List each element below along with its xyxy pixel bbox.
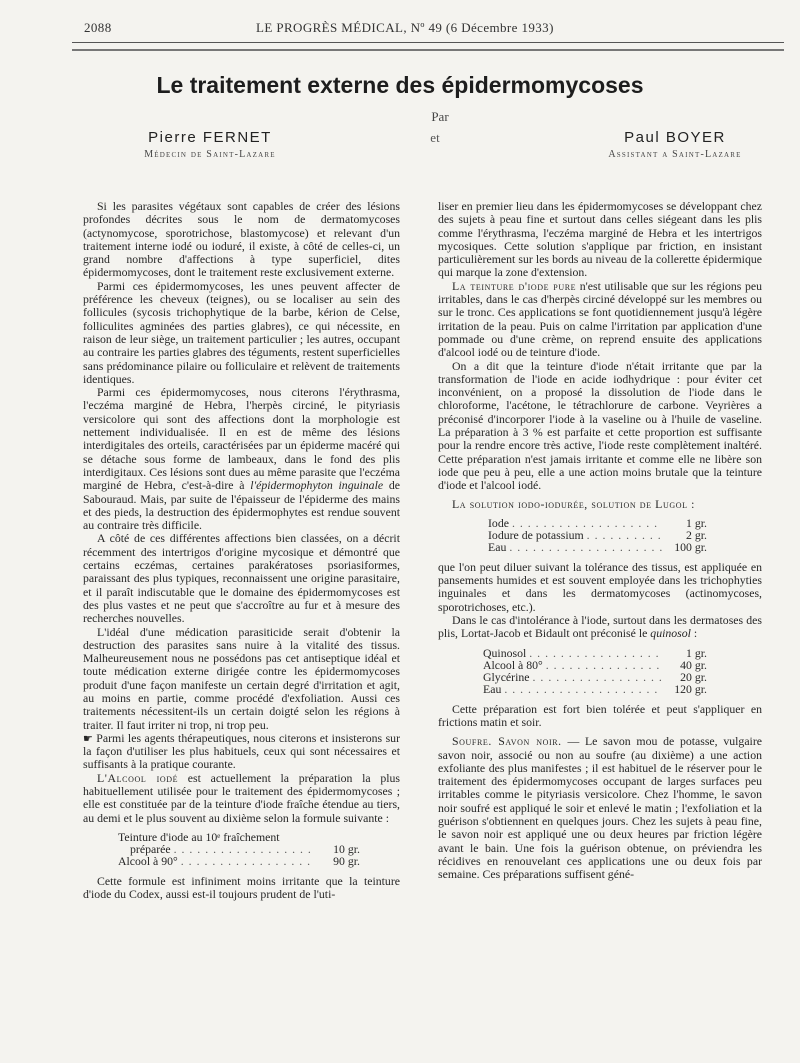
running-title: LE PROGRÈS MÉDICAL, Nº 49 (6 Décembre 1933) — [256, 20, 554, 35]
header-rule — [72, 42, 784, 43]
formula-ingredient: Quinosol — [483, 645, 527, 660]
paragraph: L'idéal d'une médication parasiticide serait d'obtenir la destruction des parasites sans nuire à la vitalité des tissus. Malheureusement nous ne possédons pas cet antiseptique idéal et toute médication externe dirigée contre les épidermomycoses produit d'une façon manifeste un certain degré d'irritation et agit, au moins en partie, comme procédé d'exfoliation. Aussi ces traitements nécessitent-ils un certain doigté selon les régions à traiter. Il faut irriter ni trop, ni trop peu. — [83, 624, 400, 732]
author-role: Médecin de Saint-Lazare — [144, 149, 276, 160]
right-column — [438, 200, 762, 881]
formula-alcool-iode — [83, 831, 400, 867]
paragraph — [83, 386, 400, 532]
section-term: Soufre. Savon noir. — [452, 734, 562, 749]
formula-lugol — [438, 517, 762, 553]
left-column — [83, 200, 400, 902]
leader-dots — [533, 671, 662, 683]
paragraph — [438, 280, 762, 360]
paragraph — [438, 735, 762, 881]
paragraph: Parmi ces épidermomycoses, les unes peuvent affecter de préférence les cheveux (teignes), ou se localiser au sein des follicules (sycosis trichophytique de la barbe, kérion de Celse, folliculites agminées des parties glabres), ce qui nécessite, en raison de leur siège, un traitement particulier ; les autres, occupant au contraire les parties glabres des téguments, restent superficielles sans prédominance pilaire ou folliculaire et relèvent de traitements identiques. — [83, 278, 400, 386]
formula-quantity: 20 gr. — [680, 669, 707, 684]
text: Parmi les agents thérapeutiques, nous citerons et insisterons sur la façon d'utiliser les plus habituels, ceux qui sont nécessaires et suffisants à la pratique courante. — [83, 730, 400, 772]
text: est actuellement la préparation la plus habituellement utilisée pour le traitement des épidermomycoses ; elle est constituée par de la teinture d'iode fraîche étendue au tiers, au demi et le plus souvent au dixième selon la formule suivante : — [83, 770, 400, 825]
paragraph: A côté de ces différentes affections bien classées, on a décrit récemment des intertrigos d'origine mycosique et démontré que certains eczémas, certaines parakératoses psoriasiformes, paraissant des plus typiques, reconnaissent une origine parasitaire, et il paraît indiscutable que le domaine des épidermomycoses est des plus vastes et ne peut que s'accroître au fur et à mesure des recherches nouvelles. — [83, 531, 400, 626]
formula-row — [488, 541, 707, 553]
formula-quantity: 120 gr. — [674, 681, 707, 696]
paragraph: Cette préparation est fort bien tolérée et peut s'appliquer en frictions matin et soir. — [438, 701, 762, 729]
formula-ingredient: Teinture d'iode au 10ᵉ fraîchement — [118, 829, 280, 844]
author-name: Pierre FERNET — [148, 129, 272, 146]
formula-ingredient: Alcool à 90° — [118, 853, 178, 868]
text: — Le savon mou de potasse, vulgaire savon noir, associé ou non au soufre (au dixième) a une action exfoliante des plus manifestes ; il est habituel de le réserver pour le traitement des épidermomycoses occupant de larges surfaces peu irritables comme le pityriasis versicolore. Chez l'homme, le savon noir soufré est appliqué le soir et enlevé le matin ; l'exfoliation et la guérison s'obtiennent en quelques jours. Chez les sujets à peau fine, le savon noir est appliqué une ou deux heures par friction légère avant le bain. Une fois la guérison obtenue, on préviendra les récidives en renouvelant ces applications une ou deux fois par semaine. Ces préparations suffisent géné- — [438, 734, 762, 882]
formula-row — [483, 683, 707, 695]
section-term: L'Alcool iodé — [97, 770, 179, 785]
paragraph: liser en premier lieu dans les épidermomycoses se développant chez des sujets à peau fine et surtout dans celles siégeant dans les plis comme l'érythrasma, l'eczéma marginé de Hebra et les intertrigos mycosiques. Cette solution s'applique par friction, en insistant particulièrement sur les bords au niveau de la collerette épidermique qui marque la zone d'extension. — [438, 199, 762, 280]
paragraph: que l'on peut diluer suivant la tolérance des tissus, est appliquée en pansements humides et est souvent employée dans les trichophyties inguinales et dans les dermatomycoses (actinomycoses, sporotrichoses, etc.). — [438, 559, 762, 614]
section-term: La teinture d'iode pure — [452, 278, 577, 293]
author-role: Assistant a Saint-Lazare — [608, 149, 742, 160]
section-term: La solution iodo-iodurée, solution de Lugol : — [452, 496, 696, 511]
formula-quantity: 2 gr. — [686, 527, 707, 542]
page-number: 2088 — [84, 20, 112, 35]
text: : — [690, 626, 698, 641]
formula-row — [483, 659, 707, 671]
formula-quantity: 100 gr. — [674, 539, 707, 554]
formula-ingredient: Eau — [488, 539, 507, 554]
paragraph — [438, 614, 762, 641]
paragraph — [83, 732, 400, 772]
byline-et: et — [430, 130, 440, 145]
formula-ingredient: Alcool à 80° — [483, 657, 543, 672]
formula-quantity: 90 gr. — [333, 853, 360, 868]
formula-row — [118, 855, 360, 867]
leader-dots — [181, 855, 315, 867]
formula-quantity: 1 gr. — [686, 515, 707, 530]
leader-dots — [546, 659, 662, 671]
leader-dots — [509, 541, 662, 553]
running-header — [84, 20, 784, 40]
formula-row — [483, 671, 707, 683]
leader-dots — [587, 529, 662, 541]
leader-dots — [529, 647, 662, 659]
author-fernet — [110, 129, 310, 160]
leader-dots — [174, 843, 315, 855]
author-name: Paul BOYER — [624, 129, 726, 146]
formula-quantity: 10 gr. — [333, 841, 360, 856]
formula-ingredient: Eau — [483, 681, 502, 696]
pointing-hand-icon: ☛ — [83, 731, 93, 745]
author-boyer — [575, 129, 775, 160]
formula-row — [483, 647, 707, 659]
paragraph — [83, 772, 400, 825]
text: Parmi ces épidermomycoses, nous citerons l'érythrasma, l'eczéma marginé de Hebra, l'herpès circiné, le pityriasis versicolore qui sont des affections dont la morphologie est nettement individualisée. Il en est de même des lésions interdigitales des orteils, caractérisées par un épiderme macéré qui se détache sous forme de lambeaux, dans le fond des plis interdigitaux. Ces lésions sont dues au même parasite que l'eczéma marginé de Hebra, c'est-à-dire à — [83, 385, 400, 493]
formula-quantity: 40 gr. — [680, 657, 707, 672]
paragraph: On a dit que la teinture d'iode n'était irritante que par la transformation de l'iode en acide iodhydrique : pour éviter cet inconvénient, on a proposé la dissolution de l'iode dans le chloroforme, l'acétone, le tétrachlorure de carbone. Veyrières a préconisé d'incorporer l'iode à la vaseline ou à l'huile de vaseline. La préparation à 3 % est parfaite et cette proportion est suffisante pour la rendre encore très active, l'iode reste complètement inaltéré. Cette préparation n'est jamais irritante et comme elle ne libère son iode que peu à peu, elle a une action moins brutale que la teinture d'iode et l'alcool iodé. — [438, 358, 762, 493]
formula-quinosol — [438, 647, 762, 695]
paragraph: Si les parasites végétaux sont capables de créer des lésions profondes décrites sous le nom de dermatomycoses (actynomycose, sporotrichose, blastomycose) et relevant d'un traitement interne iodé ou ioduré, il existe, à côté de celles-ci, un grand nombre d'affections à type superficiel, dites épidermomycoses, dont le traitement reste exclusivement externe. — [83, 199, 400, 280]
formula-ingredient: Glycérine — [483, 669, 530, 684]
header-double-rule — [72, 49, 784, 51]
formula-ingredient: préparée — [130, 841, 171, 856]
formula-quantity: 1 gr. — [686, 645, 707, 660]
text: de Sabouraud. Mais, par suite de l'épaisseur de l'épiderme des mains et des pieds, la destruction des épidermophytes est rendue souvent au contraire très difficile. — [83, 478, 400, 533]
formula-ingredient: Iodure de potassium — [488, 527, 584, 542]
paragraph: Cette formule est infiniment moins irritante que la teinture d'iode du Codex, aussi est-il toujours prudent de l'uti- — [83, 873, 400, 902]
article-title: Le traitement externe des épidermomycoses — [156, 72, 644, 98]
byline-par: Par — [431, 109, 449, 124]
leader-dots — [504, 683, 662, 695]
text: Dans le cas d'intolérance à l'iode, surtout dans les dermatoses des plis, Lortat-Jacob et Bidault ont préconisé le — [438, 613, 762, 641]
italic-term: quinosol — [650, 626, 691, 641]
text: n'est utilisable que sur les régions peu irritables, dans le cas d'herpès circiné développé sur les membres ou sur le tronc. Ces applications se font quotidiennement jusqu'à légère irritation de la peau. Puis on calme l'irritation par application d'une pommade ou d'une crème, on reprend ensuite des applications d'alcool iodé ou de teinture d'iode. — [438, 278, 762, 360]
italic-term: l'épidermophyton inguinale — [250, 478, 384, 493]
formula-ingredient: Iode — [488, 515, 509, 530]
paragraph — [438, 498, 762, 511]
